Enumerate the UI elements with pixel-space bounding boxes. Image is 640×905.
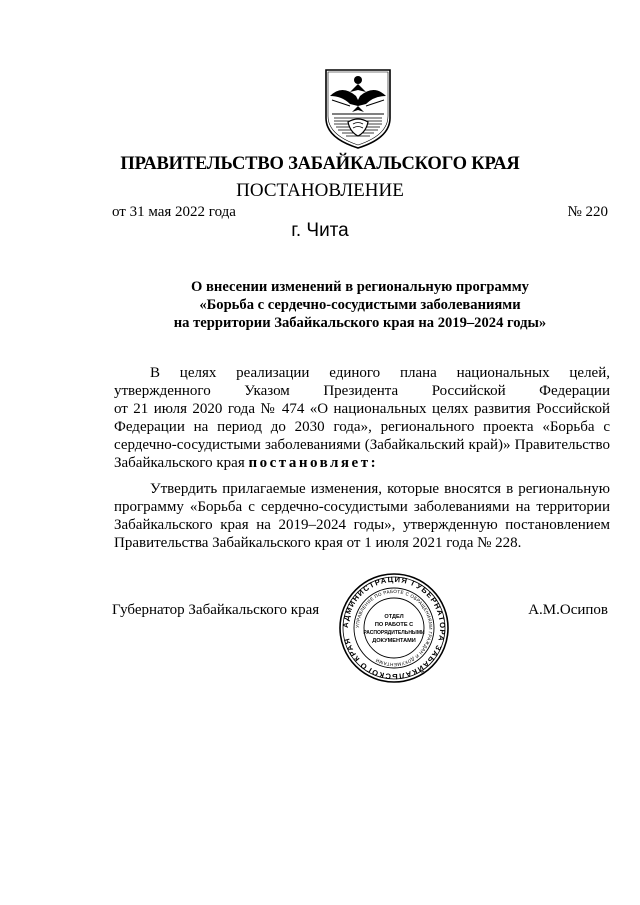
document-date: от 31 мая 2022 года xyxy=(112,204,236,220)
stamp-center-line: ПО РАБОТЕ С xyxy=(374,622,414,628)
paragraph-line: Правительства Забайкальского края от 1 июля 2021 года № 228. xyxy=(114,535,522,551)
paragraph-line: В целях реализации единого плана национальных целей, xyxy=(150,365,610,381)
subject-line: «Борьба с сердечно-сосудистыми заболеваниями xyxy=(199,297,521,313)
paragraph-line: от 21 июля 2020 года № 474 «О национальных целях развития Российской xyxy=(114,401,610,417)
coat-of-arms-emblem xyxy=(322,66,394,150)
document-subject xyxy=(100,278,620,332)
paragraph-line xyxy=(114,454,610,472)
paragraph-line: Федерации на период до 2030 года», регионального проекта «Борьба с xyxy=(114,419,610,435)
signatory-position: Губернатор Забайкальского края xyxy=(112,602,320,618)
paragraph-line: утвержденного Указом Президента Российской Федерации xyxy=(114,383,610,399)
body-paragraph-resolution xyxy=(114,480,610,552)
paragraph-line: Утвердить прилагаемые изменения, которые вносятся в региональную xyxy=(150,481,610,497)
document-number: № 220 xyxy=(567,204,608,220)
paragraph-line-text: Забайкальского края xyxy=(114,455,245,471)
document-type: ПОСТАНОВЛЕНИЕ xyxy=(236,180,404,201)
government-title: ПРАВИТЕЛЬСТВО ЗАБАЙКАЛЬСКОГО КРАЯ xyxy=(120,154,520,174)
stamp-outer-text: АДМИНИСТРАЦИЯ ГУБЕРНАТОРА ЗАБАЙКАЛЬСКОГО КРАЯ xyxy=(340,574,448,682)
body-paragraph-preamble xyxy=(114,364,610,472)
stamp-center-line: ДОКУМЕНТАМИ xyxy=(372,638,416,644)
stamp-center-line: ОТДЕЛ xyxy=(384,614,404,620)
paragraph-line: Забайкальского края на 2019–2024 годы», утвержденную постановлением xyxy=(114,517,610,533)
subject-line: на территории Забайкальского края на 2019–2024 годы» xyxy=(173,315,547,331)
document-city: г. Чита xyxy=(291,220,349,241)
signatory-name: А.М.Осипов xyxy=(528,602,608,618)
paragraph-line: сердечно-сосудистыми заболеваниями (Забайкальский край)» Правительство xyxy=(114,437,610,453)
subject-line: О внесении изменений в региональную программу xyxy=(191,279,529,295)
stamp-center-line: РАСПОРЯДИТЕЛЬНЫМИ xyxy=(363,630,425,636)
official-stamp-seal xyxy=(338,572,450,684)
stamp-middle-text: УПРАВЛЕНИЕ ПО РАБОТЕ С ОБРАЩЕНИЯМИ ГРАЖДАН И ДОКУМЕНТАМИ xyxy=(354,588,434,668)
paragraph-line: программу «Борьба с сердечно-сосудистыми заболеваниями на территории xyxy=(114,499,610,515)
decree-word: постановляет: xyxy=(248,455,379,471)
